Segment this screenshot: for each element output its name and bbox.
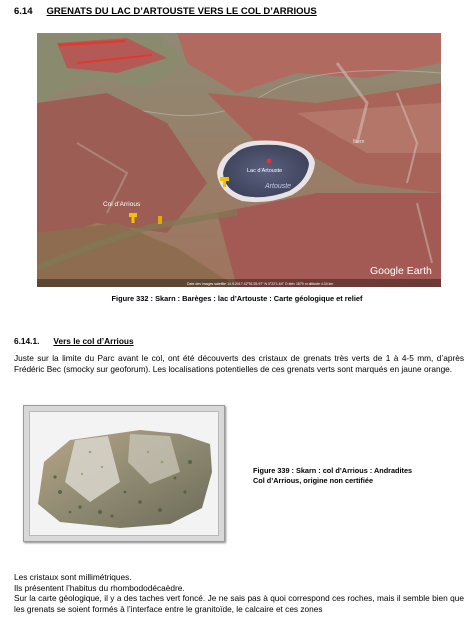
specimen-photo <box>29 411 219 536</box>
paragraph-2-line1: Les cristaux sont millimétriques. <box>14 572 132 582</box>
subsection-title: Vers le col d’Arrious <box>53 336 134 346</box>
geological-map-image <box>37 33 441 287</box>
rock-specimen <box>30 412 218 535</box>
lac-label: Lac d’Artouste <box>247 168 283 174</box>
artouste-label: Artouste <box>265 183 292 190</box>
subsection-number: 6.14.1. <box>14 336 40 346</box>
section-number: 6.14 <box>14 6 33 17</box>
yellow-pin-icon <box>223 181 226 187</box>
paragraph-2-line3: Sur la carte géologique, il y a des taches vert foncé. Je ne sais pas à quoi correspond ces roches, mais il semble bien que les grenats se soient formés à l’interface entre le granitoïde, le calcaire et ces zones <box>14 593 464 614</box>
paragraph-2 <box>14 572 464 614</box>
google-earth-watermark: Google Earth <box>370 265 432 277</box>
figure-339-caption-line2: Col d’Arrious, origine non certifiée <box>253 475 374 485</box>
map-footer: Date des images satellite 14.9.2017 42°51'25.97" N 0°22'1.64" O élév 1879 m altitude 4.34 km <box>187 282 334 286</box>
section-title: GRENATS DU LAC D’ARTOUSTE VERS LE COL D’ARRIOUS <box>46 6 317 17</box>
lake-marker-icon <box>267 159 272 164</box>
figure-339-caption <box>253 466 463 486</box>
figure-339-caption-line1: Figure 339 : Skarn : col d’Arrious : Andradites <box>253 466 413 475</box>
map-terrain <box>37 33 441 287</box>
paragraph-2-line2: Ils présentent l’habitus du rhombododécaèdre. <box>14 582 185 593</box>
subsection-heading <box>14 336 134 346</box>
col-label: Col d’Arrious <box>103 201 141 208</box>
figure-332-caption: Figure 332 : Skarn : Barèges : lac d’Artouste : Carte géologique et relief <box>111 294 363 303</box>
paragraph-1: Juste sur la limite du Parc avant le col, ont été découverts des cristaux de grenats très verts de 1 à 4-5 mm, d’après Frédéric Bec (smocky sur geoforum). Les localisations potentielles de ces grenats verts sont marqués en jaune orange. <box>14 353 464 374</box>
orange-pin-icon <box>158 216 162 224</box>
section-heading <box>14 6 317 17</box>
specimen-photo-frame <box>23 405 225 542</box>
yellow-pin-icon <box>129 213 137 217</box>
ibern-label: Ibern <box>353 139 365 145</box>
